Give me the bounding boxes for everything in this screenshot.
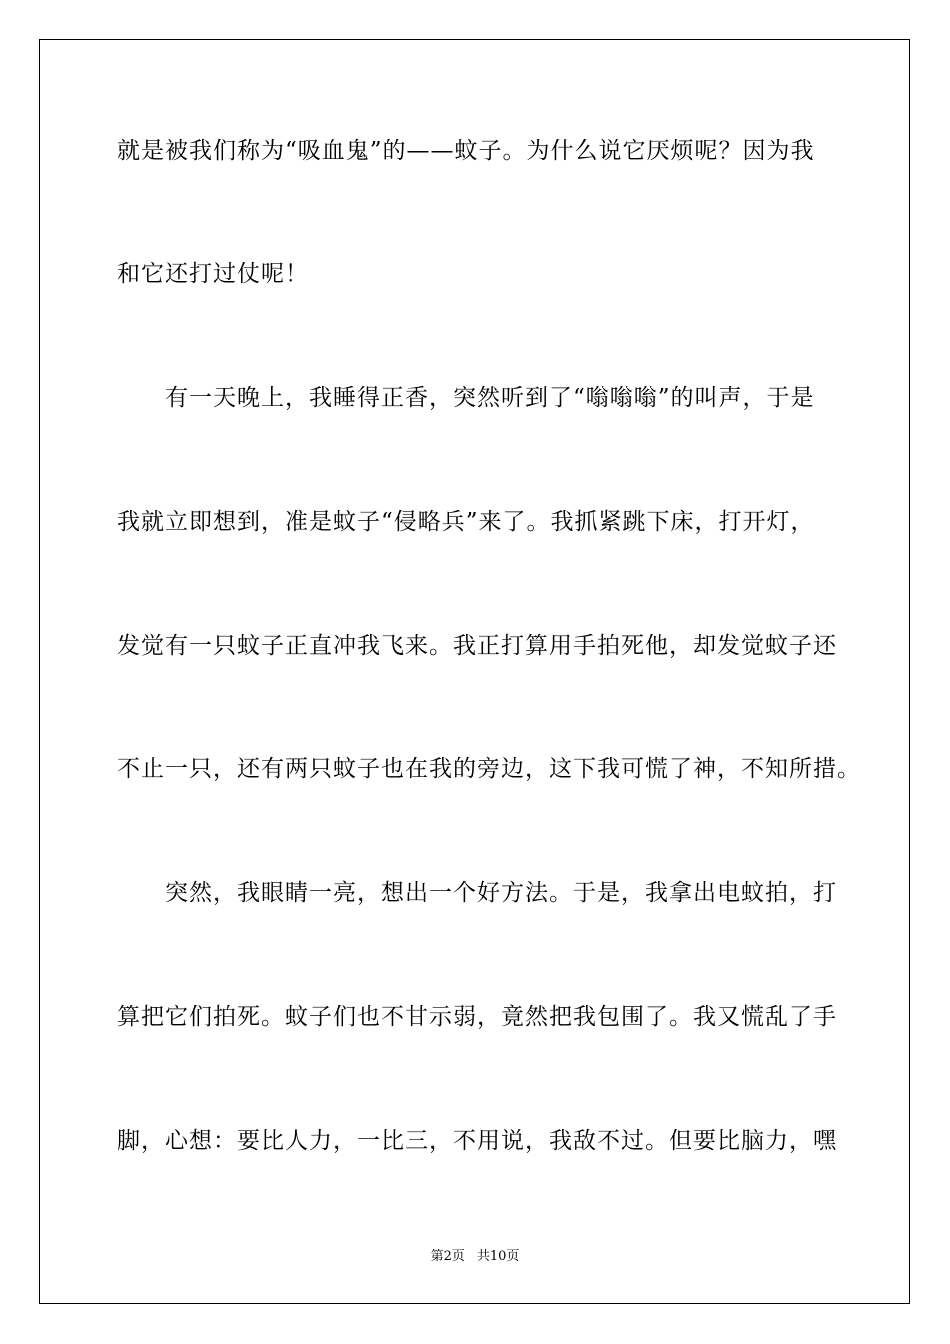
text-line-1: 就是被我们称为“吸血鬼”的——蚊子。为什么说它厌烦呢？因为我 [117, 138, 815, 164]
page-border [39, 39, 910, 1304]
text-line-7: 突然，我眼睛一亮，想出一个好方法。于是，我拿出电蚊拍，打 [117, 880, 837, 906]
text-line-5: 发觉有一只蚊子正直冲我飞来。我正打算用手拍死他，却发觉蚊子还 [117, 633, 837, 659]
text-line-3: 有一天晚上，我睡得正香，突然听到了“嗡嗡嗡”的叫声，于是 [117, 385, 815, 411]
text-line-6: 不止一只，还有两只蚊子也在我的旁边，这下我可慌了神，不知所措。 [117, 756, 861, 782]
text-line-8: 算把它们拍死。蚊子们也不甘示弱，竟然把我包围了。我又慌乱了手 [117, 1004, 837, 1030]
page-footer [0, 1248, 950, 1266]
text-line-4: 我就立即想到，准是蚊子“侵略兵”来了。我抓紧跳下床，打开灯， [117, 509, 815, 535]
page-number: 第2页 [430, 1249, 465, 1264]
text-line-9: 脚，心想：要比人力，一比三，不用说，我敌不过。但要比脑力，嘿 [117, 1128, 837, 1154]
text-line-2: 和它还打过仗呢！ [117, 261, 309, 287]
page-total: 共10页 [476, 1249, 520, 1264]
